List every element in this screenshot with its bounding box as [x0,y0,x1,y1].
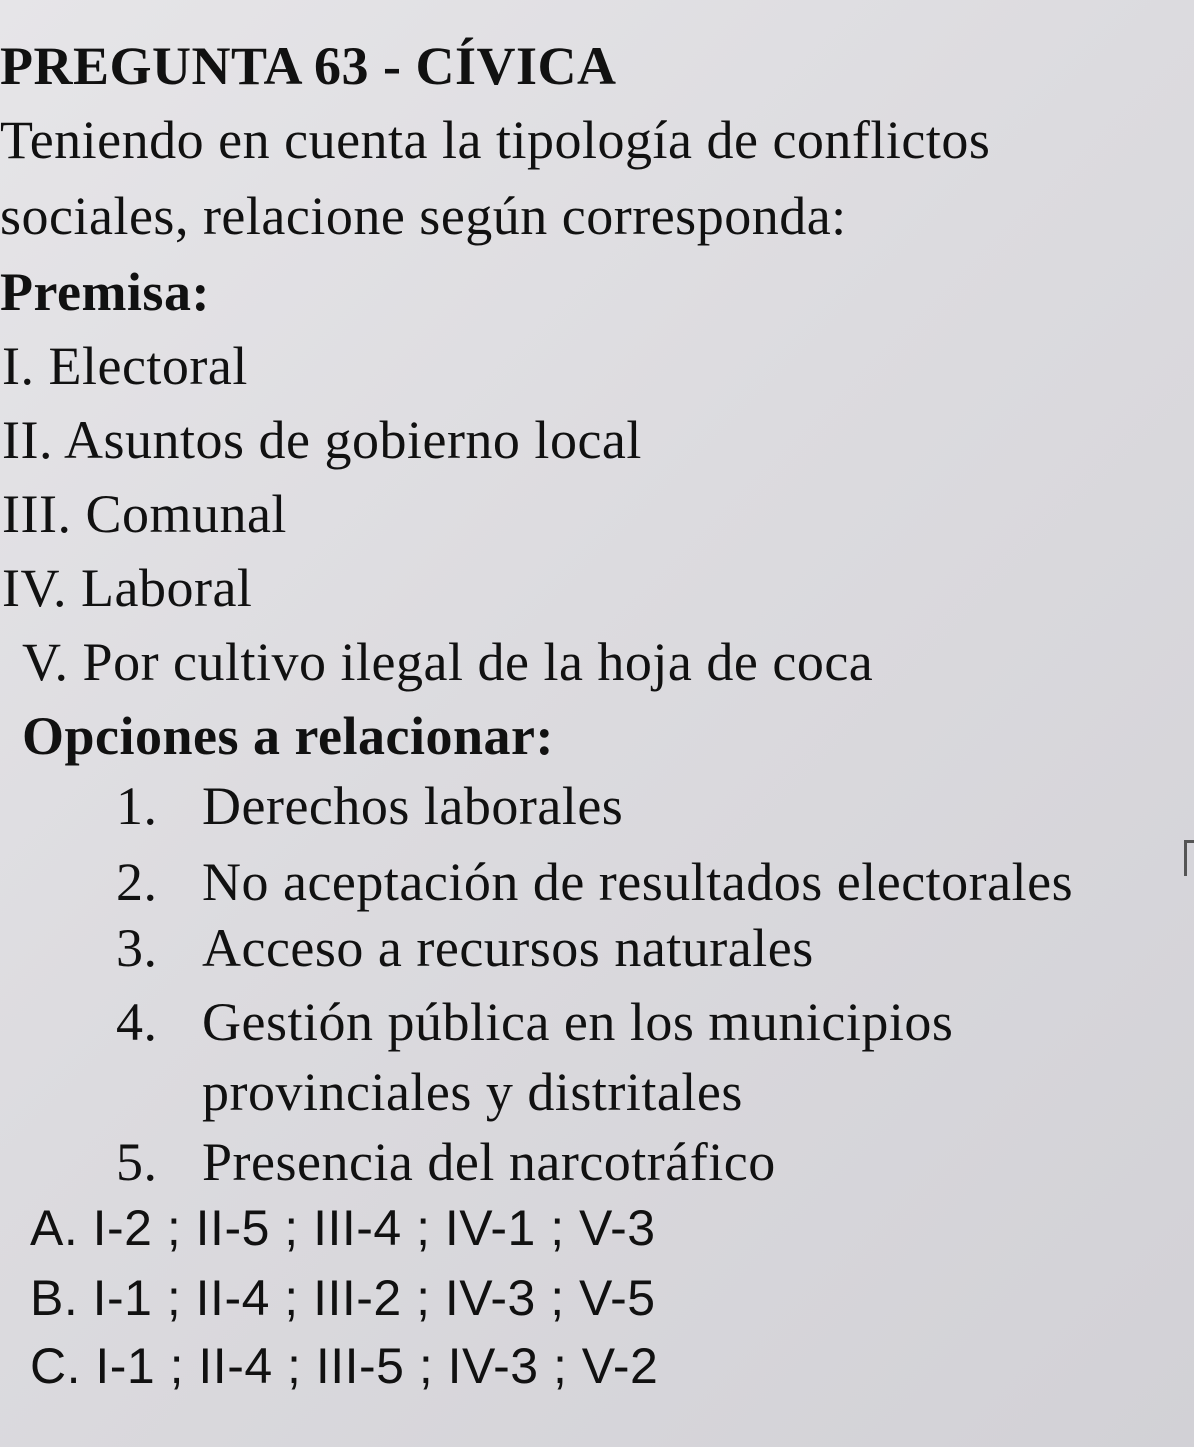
premise-item-4: IV. Laboral [2,558,253,618]
option-item-4 [116,992,953,1052]
premise-item-2: II. Asuntos de gobierno local [2,410,642,470]
option-text: No aceptación de resultados electorales [202,852,1074,912]
option-number: 1. [116,776,158,836]
option-number: 3. [116,918,158,978]
option-number: 4. [116,992,158,1052]
option-text: Gestión pública en los municipios [202,992,954,1052]
premise-item-3: III. Comunal [2,484,287,544]
option-item-5 [116,1132,776,1192]
premises-heading: Premisa: [0,262,210,322]
question-title: PREGUNTA 63 - CÍVICA [0,36,617,96]
answer-option-a: A. I-2 ; II-5 ; III-4 ; IV-1 ; V-3 [30,1200,656,1256]
option-item-3 [116,918,814,978]
option-item-1 [116,776,623,836]
question-statement-line-1: Teniendo en cuenta la tipología de conflictos [0,110,991,170]
option-text: Presencia del narcotráfico [202,1132,776,1192]
option-text: Derechos laborales [202,776,624,836]
option-number: 5. [116,1132,158,1192]
option-item-4-continuation: provinciales y distritales [202,1062,743,1122]
premise-item-1: I. Electoral [2,336,248,396]
option-number: 2. [116,852,158,912]
option-item-2 [116,852,1073,912]
options-heading: Opciones a relacionar: [22,706,554,766]
answer-option-b: B. I-1 ; II-4 ; III-2 ; IV-3 ; V-5 [30,1270,656,1326]
premise-item-5: V. Por cultivo ilegal de la hoja de coca [22,632,874,692]
screen-edge-bracket [1184,840,1194,876]
answer-option-c: C. I-1 ; II-4 ; III-5 ; IV-3 ; V-2 [30,1338,659,1394]
option-text: Acceso a recursos naturales [202,918,814,978]
question-statement-line-2: sociales, relacione según corresponda: [0,186,847,246]
